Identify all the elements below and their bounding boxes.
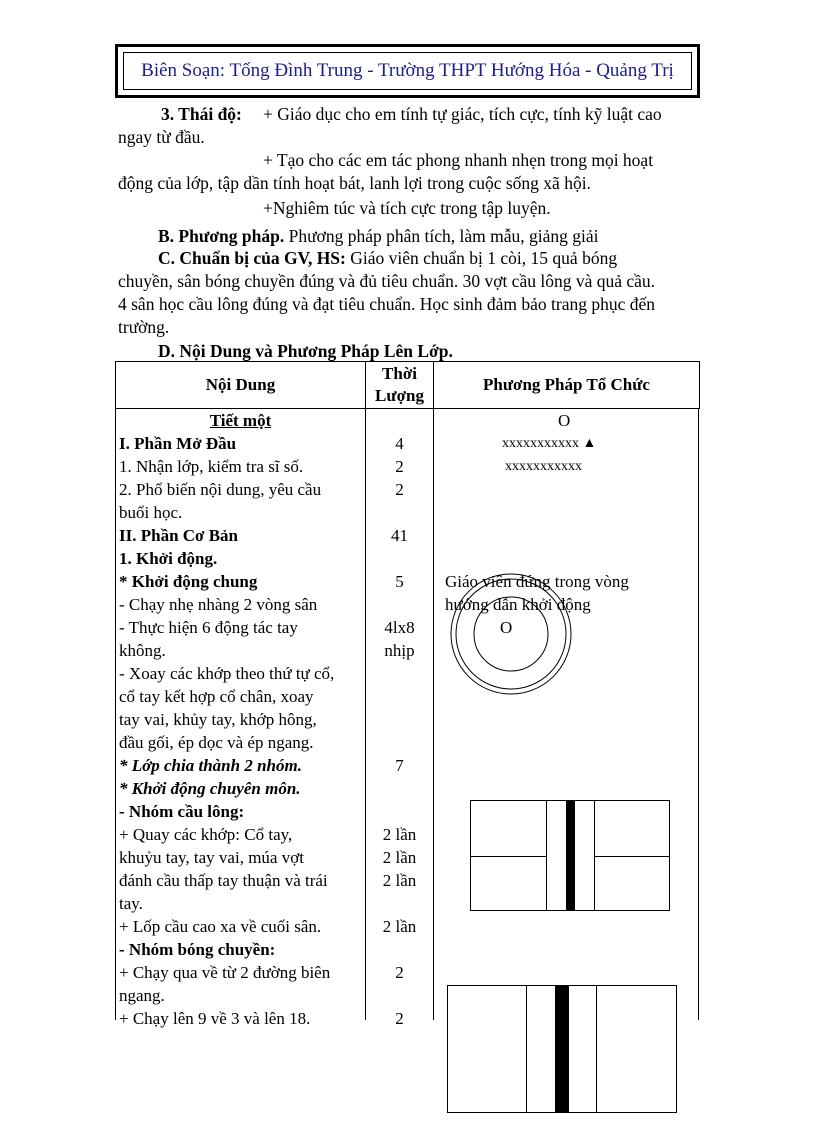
row-method: O <box>558 411 571 430</box>
row-content: * Khởi động chung <box>119 572 258 591</box>
row-content: - Chạy nhẹ nhàng 2 vòng sân <box>119 595 318 614</box>
row-content: cổ tay kết hợp cổ chân, xoay <box>119 687 314 706</box>
row-content: 1. Khởi động. <box>119 549 218 568</box>
row-content: Tiết một <box>209 411 272 430</box>
table-left-border <box>115 408 116 1020</box>
method-text: Phương pháp phân tích, làm mẫu, giảng giải <box>288 226 599 246</box>
volleyball-net <box>555 986 569 1112</box>
row-content: đánh cầu thấp tay thuận và trái <box>119 871 328 890</box>
inner-ring <box>474 597 548 671</box>
row-content: không. <box>119 641 166 660</box>
row-content: + Quay các khớp: Cổ tay, <box>119 825 293 844</box>
row-content: - Thực hiện 6 động tác tay <box>119 618 298 637</box>
row-time: 2 <box>395 1009 404 1028</box>
header-time-line1: Thời <box>382 364 417 383</box>
row-content: - Nhóm bóng chuyền: <box>119 940 276 959</box>
row-content: tay vai, khủy tay, khớp hông, <box>119 710 317 729</box>
header-content: Nội Dung <box>116 362 366 409</box>
court-net <box>566 801 575 910</box>
attitude-line1: + Giáo dục cho em tính tự giác, tích cực, tính kỹ luật cao <box>263 104 662 124</box>
court-center-left <box>471 856 546 857</box>
row-method: hướng dẫn khởi động <box>445 595 591 614</box>
row-content: 2. Phổ biến nội dung, yêu cầu <box>119 480 322 499</box>
prep-label: C. Chuẩn bị của GV, HS: <box>158 248 346 268</box>
header-time-line2: Lượng <box>375 386 424 405</box>
volleyball-court <box>447 985 677 1113</box>
row-content: - Xoay các khớp theo thứ tự cổ, <box>119 664 335 683</box>
outer-ring-inner <box>456 579 566 689</box>
attitude-label: 3. Thái độ: <box>161 104 242 124</box>
row-content: + Chạy lên 9 về 3 và lên 18. <box>119 1009 311 1028</box>
lesson-table <box>115 361 700 409</box>
header-time <box>366 362 434 409</box>
row-content: đầu gối, ép dọc và ép ngang. <box>119 733 314 752</box>
attitude-line2b: động của lớp, tập dần tính hoạt bát, lanh lợi trong cuộc sống xã hội. <box>118 173 591 193</box>
row-content: khuỷu tay, tay vai, múa vợt <box>119 848 304 867</box>
header-method: Phương Pháp Tổ Chức <box>434 362 700 409</box>
row-time: 2 <box>395 457 404 476</box>
row-method: xxxxxxxxxxx <box>505 459 582 474</box>
prep-text3: 4 sân học cầu lông đúng và đạt tiêu chuẩn. Học sinh đảm bảo trang phục đến <box>118 294 656 314</box>
warmup-circle-diagram <box>445 570 580 705</box>
prep-text2: chuyền, sân bóng chuyền đúng và đủ tiêu chuẩn. 30 vợt cầu lông và quả cầu. <box>118 271 656 291</box>
table-header-row <box>116 362 700 409</box>
prep-text1: Giáo viên chuẩn bị 1 còi, 15 quả bóng <box>350 248 618 268</box>
row-time: 7 <box>395 756 404 775</box>
row-time: 2 <box>395 963 404 982</box>
badminton-court <box>470 800 670 911</box>
row-content: + Lốp cầu cao xa về cuối sân. <box>119 917 322 936</box>
row-content: ngang. <box>119 986 165 1005</box>
court-line-left-service <box>546 801 547 910</box>
court-center-right <box>595 856 670 857</box>
table-divider-2 <box>433 408 434 1020</box>
row-time: nhịp <box>384 641 415 660</box>
row-time: 2 lần <box>382 917 417 936</box>
row-content: + Chạy qua về từ 2 đường biên <box>119 963 331 982</box>
attack-line-left <box>526 986 527 1112</box>
attack-line-right <box>596 986 597 1112</box>
row-content: 1. Nhận lớp, kiểm tra sĩ số. <box>119 457 304 476</box>
row-content: I. Phần Mở Đầu <box>119 434 237 453</box>
row-time: 2 lần <box>382 825 417 844</box>
row-content: * Khởi động chuyên môn. <box>119 779 301 798</box>
row-content: * Lớp chia thành 2 nhóm. <box>119 756 302 775</box>
row-content: II. Phần Cơ Bản <box>119 526 239 545</box>
attitude-line1b: ngay từ đầu. <box>118 127 205 147</box>
row-time: 2 lần <box>382 848 417 867</box>
section-d-title: D. Nội Dung và Phương Pháp Lên Lớp. <box>158 341 453 361</box>
row-method: xxxxxxxxxxx ▲ <box>502 436 597 451</box>
method-label: B. Phương pháp. <box>158 226 285 246</box>
attitude-line2: + Tạo cho các em tác phong nhanh nhẹn trong mọi hoạt <box>263 150 654 170</box>
prep-line1 <box>158 248 617 269</box>
row-method: Giáo viên đứng trong vòng <box>445 572 629 591</box>
attitude-line3: +Nghiêm túc và tích cực trong tập luyện. <box>263 198 551 218</box>
prep-text4: trường. <box>118 317 170 337</box>
row-time: 2 <box>395 480 404 499</box>
row-method: O <box>500 618 513 637</box>
row-time: 4lx8 <box>384 618 415 637</box>
row-time: 5 <box>395 572 404 591</box>
header-box <box>115 44 700 98</box>
row-content: tay. <box>119 894 143 913</box>
row-time: 2 lần <box>382 871 417 890</box>
row-time: 4 <box>395 434 404 453</box>
row-time: 41 <box>391 526 408 545</box>
outer-ring <box>451 574 571 694</box>
table-right-border <box>698 408 699 1020</box>
header-inner-box <box>123 52 692 90</box>
row-content: buổi học. <box>119 503 183 522</box>
header-text: Biên Soạn: Tống Đình Trung - Trường THPT Hướng Hóa - Quảng Trị <box>141 60 674 81</box>
method-line <box>158 226 598 247</box>
row-content: - Nhóm cầu lông: <box>119 802 245 821</box>
